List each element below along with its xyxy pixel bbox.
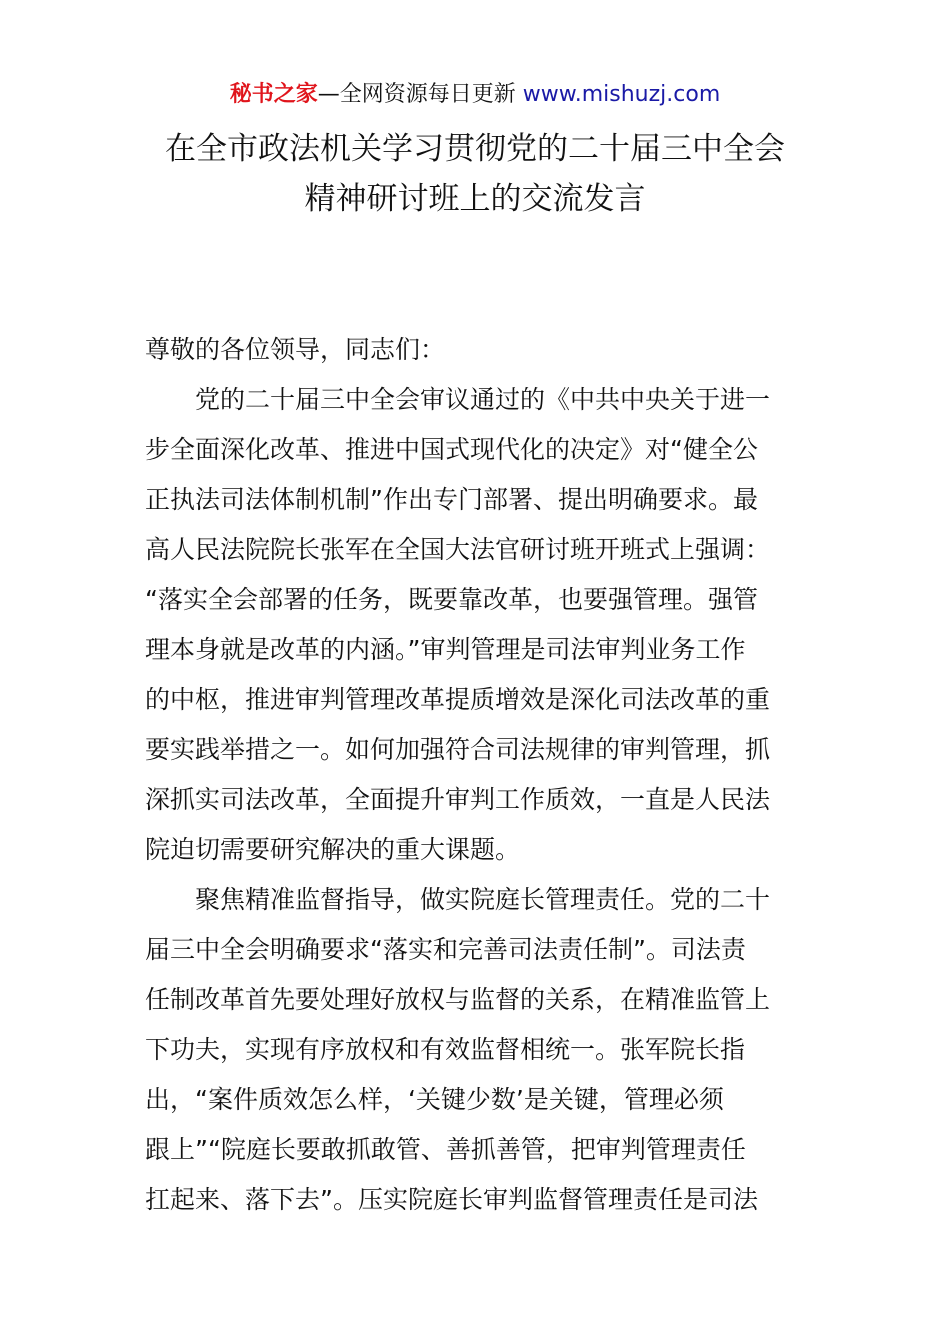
paragraph-line: 高人民法院院长张军在全国大法官研讨班开班式上强调： [145,535,771,564]
salutation: 尊敬的各位领导，同志们： [145,335,446,364]
title-line-1: 在全市政法机关学习贯彻党的二十届三中全会 [165,131,785,167]
paragraph-line: 要实践举措之一。如何加强符合司法规律的审判管理，抓 [145,735,771,764]
paragraph-line: 理本身就是改革的内涵。”审判管理是司法审判业务工作 [145,635,746,664]
paragraph-line: 跟上”“院庭长要敢抓敢管、善抓善管，把审判管理责任 [145,1135,746,1164]
paragraph-1 [145,375,807,875]
site-url-link[interactable]: www.mishuzj.com [522,82,721,107]
paragraph-line: “落实全会部署的任务，既要靠改革，也要强管理。强管 [145,585,758,614]
site-header [0,80,950,110]
paragraph-line: 扛起来、落下去”。压实院庭长审判监督管理责任是司法 [145,1185,758,1214]
document-title [0,124,950,224]
document-body [145,325,807,1225]
paragraph-line: 下功夫，实现有序放权和有效监督相统一。张军院长指 [145,1035,746,1064]
site-tagline: —全网资源每日更新 [317,82,516,107]
paragraph-line: 出，“案件质效怎么样，‘关键少数’是关键，管理必须 [145,1085,724,1114]
paragraph-line: 深抓实司法改革，全面提升审判工作质效，一直是人民法 [145,785,771,814]
paragraph-line: 的中枢，推进审判管理改革提质增效是深化司法改革的重 [145,685,771,714]
paragraph-line: 任制改革首先要处理好放权与监督的关系，在精准监管上 [145,985,771,1014]
paragraph-line: 党的二十届三中全会审议通过的《中共中央关于进一 [195,385,771,414]
title-line-2: 精神研讨班上的交流发言 [304,181,646,217]
paragraph-line: 届三中全会明确要求“落实和完善司法责任制”。司法责 [145,935,746,964]
paragraph-line: 院迫切需要研究解决的重大课题。 [145,835,521,864]
paragraph-line: 聚焦精准监督指导，做实院庭长管理责任。党的二十 [195,885,771,914]
site-brand: 秘书之家 [229,82,318,107]
paragraph-line: 步全面深化改革、推进中国式现代化的决定》对“健全公 [145,435,758,464]
paragraph-line: 正执法司法体制机制”作出专门部署、提出明确要求。最 [145,485,758,514]
paragraph-2 [145,875,807,1225]
